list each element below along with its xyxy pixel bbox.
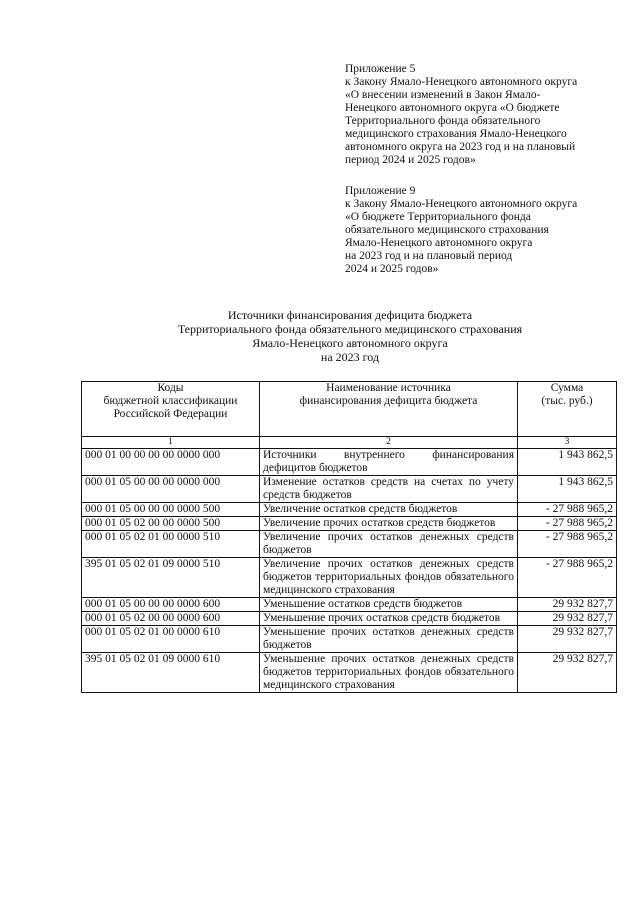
annex-9-line: «О бюджете Территориального фонда bbox=[345, 211, 531, 223]
title-line: Источники финансирования дефицита бюджета bbox=[227, 308, 473, 322]
row-name: Увеличение прочих остатков денежных средств бюджетов bbox=[260, 531, 518, 558]
row-sum: - 27 988 965,2 bbox=[518, 531, 617, 558]
row-sum: 29 932 827,7 bbox=[518, 612, 617, 626]
column-number-row bbox=[82, 437, 617, 449]
row-sum: - 27 988 965,2 bbox=[518, 558, 617, 598]
table-header-row bbox=[82, 382, 617, 437]
table-row bbox=[82, 476, 617, 503]
row-name: Уменьшение прочих остатков денежных средств бюджетов bbox=[260, 626, 518, 653]
header-name: Наименование источника финансирования дефицита бюджета bbox=[260, 382, 518, 437]
annex-9-line: Ямало-Ненецкого автономного округа bbox=[345, 237, 533, 249]
financing-sources-table bbox=[81, 381, 617, 693]
row-name: Источники внутреннего финансирования дефицитов бюджетов bbox=[260, 449, 518, 476]
row-code: 000 01 05 02 01 00 0000 610 bbox=[82, 626, 260, 653]
title-line: на 2023 год bbox=[320, 350, 380, 364]
annex-9-line: 2024 и 2025 годов» bbox=[345, 263, 439, 275]
row-code: 000 01 05 02 00 00 0000 500 bbox=[82, 517, 260, 531]
header-codes: Коды бюджетной классификации Российской Федерации bbox=[82, 382, 260, 437]
row-name: Уменьшение остатков средств бюджетов bbox=[260, 598, 518, 612]
row-code: 395 01 05 02 01 09 0000 510 bbox=[82, 558, 260, 598]
table-row bbox=[82, 517, 617, 531]
row-code: 000 01 05 02 00 00 0000 600 bbox=[82, 612, 260, 626]
annex-5-line: Территориального фонда обязательного bbox=[345, 115, 541, 127]
row-sum: - 27 988 965,2 bbox=[518, 503, 617, 517]
row-name: Уменьшение прочих остатков денежных средств бюджетов территориальных фондов обязательного медицинского страхования bbox=[260, 653, 518, 693]
table-row bbox=[82, 503, 617, 517]
annex-5-line: Ненецкого автономного округа «О бюджете bbox=[345, 102, 560, 114]
table-row bbox=[82, 598, 617, 612]
annex-9-line: обязательного медицинского страхования bbox=[345, 224, 549, 236]
row-name: Увеличение прочих остатков денежных средств бюджетов территориальных фондов обязательного медицинского страхования bbox=[260, 558, 518, 598]
annex-5-line: автономного округа на 2023 год и на плановый bbox=[345, 141, 576, 153]
document-title bbox=[60, 308, 640, 364]
annex-5-block bbox=[345, 63, 620, 167]
row-code: 000 01 05 00 00 00 0000 600 bbox=[82, 598, 260, 612]
annex-5-line: «О внесении изменений в Закон Ямало- bbox=[345, 89, 541, 101]
row-code: 000 01 05 00 00 00 0000 000 bbox=[82, 476, 260, 503]
row-code: 000 01 05 00 00 00 0000 500 bbox=[82, 503, 260, 517]
annex-9-line: Приложение 9 bbox=[345, 185, 416, 197]
column-number: 3 bbox=[518, 437, 617, 449]
row-name: Уменьшение прочих остатков средств бюджетов bbox=[260, 612, 518, 626]
table-row bbox=[82, 531, 617, 558]
title-line: Территориального фонда обязательного медицинского страхования bbox=[177, 322, 523, 336]
row-sum: 1 943 862,5 bbox=[518, 476, 617, 503]
annex-5-line: к Закону Ямало-Ненецкого автономного округа bbox=[345, 76, 578, 88]
annex-9-line: на 2023 год и на плановый период bbox=[345, 250, 513, 262]
row-sum: - 27 988 965,2 bbox=[518, 517, 617, 531]
annex-9-block bbox=[345, 185, 620, 276]
row-sum: 29 932 827,7 bbox=[518, 626, 617, 653]
row-name: Изменение остатков средств на счетах по учету средств бюджетов bbox=[260, 476, 518, 503]
table-row bbox=[82, 449, 617, 476]
row-sum: 29 932 827,7 bbox=[518, 598, 617, 612]
annex-5-line: период 2024 и 2025 годов» bbox=[345, 154, 476, 166]
annex-5-line: Приложение 5 bbox=[345, 63, 416, 75]
row-code: 000 01 05 02 01 00 0000 510 bbox=[82, 531, 260, 558]
header-sum: Сумма (тыс. руб.) bbox=[518, 382, 617, 437]
row-name: Увеличение прочих остатков средств бюджетов bbox=[260, 517, 518, 531]
row-sum: 29 932 827,7 bbox=[518, 653, 617, 693]
row-name: Увеличение остатков средств бюджетов bbox=[260, 503, 518, 517]
row-code: 000 01 00 00 00 00 0000 000 bbox=[82, 449, 260, 476]
row-sum: 1 943 862,5 bbox=[518, 449, 617, 476]
table-row bbox=[82, 653, 617, 693]
row-code: 395 01 05 02 01 09 0000 610 bbox=[82, 653, 260, 693]
table-row bbox=[82, 558, 617, 598]
column-number: 2 bbox=[260, 437, 518, 449]
column-number: 1 bbox=[82, 437, 260, 449]
table-row bbox=[82, 626, 617, 653]
title-line: Ямало-Ненецкого автономного округа bbox=[252, 336, 448, 350]
annex-5-line: медицинского страхования Ямало-Ненецкого bbox=[345, 128, 567, 140]
table-row bbox=[82, 612, 617, 626]
annex-9-line: к Закону Ямало-Ненецкого автономного округа bbox=[345, 198, 578, 210]
